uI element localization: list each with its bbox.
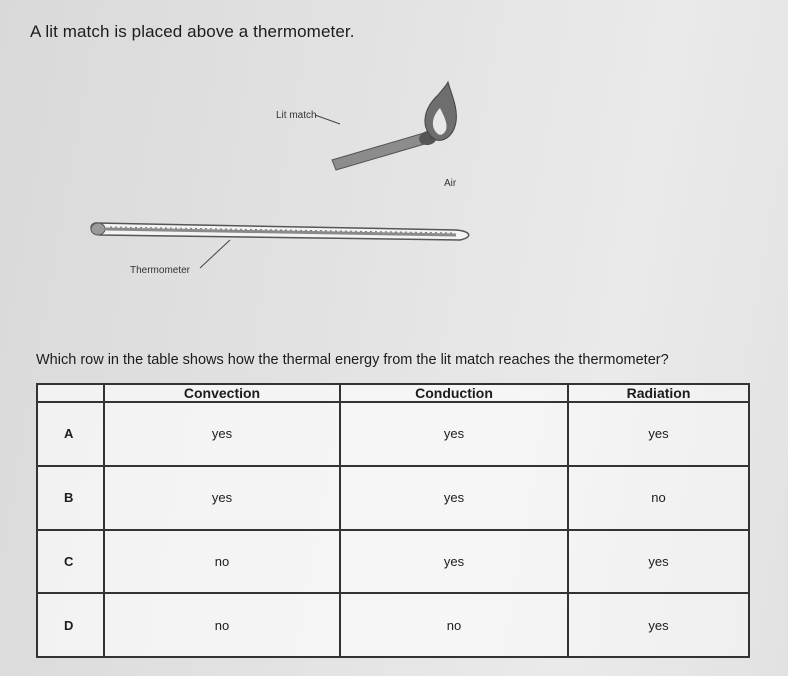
cell-radiation: yes bbox=[568, 593, 749, 657]
header-convection: Convection bbox=[104, 384, 340, 402]
cell-conduction: no bbox=[340, 593, 568, 657]
cell-conduction: yes bbox=[340, 530, 568, 594]
header-radiation: Radiation bbox=[568, 384, 749, 402]
cell-conduction: yes bbox=[340, 466, 568, 530]
cell-convection: yes bbox=[104, 402, 340, 466]
row-label: C bbox=[37, 530, 104, 594]
table-row-d bbox=[37, 593, 749, 657]
table-row-b bbox=[37, 466, 749, 530]
row-label: B bbox=[37, 466, 104, 530]
cell-radiation: yes bbox=[568, 402, 749, 466]
diagram bbox=[0, 0, 788, 330]
answer-table bbox=[36, 383, 750, 658]
cell-conduction: yes bbox=[340, 402, 568, 466]
answer-table-container bbox=[36, 383, 748, 658]
thermometer-label: Thermometer bbox=[130, 265, 191, 276]
header-conduction: Conduction bbox=[340, 384, 568, 402]
flame-icon bbox=[425, 82, 456, 140]
cell-convection: no bbox=[104, 530, 340, 594]
header-empty bbox=[37, 384, 104, 402]
question-text: Which row in the table shows how the thermal energy from the lit match reaches the thermometer? bbox=[36, 352, 669, 368]
cell-convection: yes bbox=[104, 466, 340, 530]
thermometer-leader-line bbox=[200, 240, 230, 268]
thermometer bbox=[91, 223, 469, 240]
match-stick bbox=[332, 129, 439, 170]
table-row-a bbox=[37, 402, 749, 466]
intro-text: A lit match is placed above a thermometer. bbox=[30, 22, 355, 41]
match-label: Lit match bbox=[276, 110, 317, 121]
row-label: D bbox=[37, 593, 104, 657]
cell-radiation: no bbox=[568, 466, 749, 530]
table-header-row bbox=[37, 384, 749, 402]
figure bbox=[0, 0, 788, 330]
table-row-c bbox=[37, 530, 749, 594]
air-label: Air bbox=[444, 178, 457, 189]
cell-radiation: yes bbox=[568, 530, 749, 594]
match-leader-line bbox=[315, 115, 340, 124]
cell-convection: no bbox=[104, 593, 340, 657]
row-label: A bbox=[37, 402, 104, 466]
